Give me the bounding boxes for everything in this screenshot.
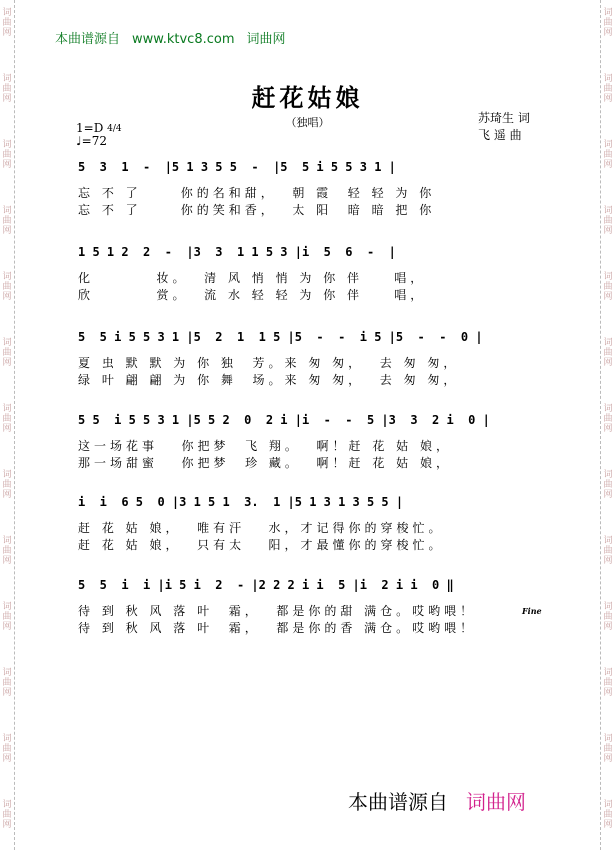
notation-line: 5 5 i i |i 5 i 2 - |2 2 2 i i 5 |i 2 i i 0 ‖ [78, 578, 454, 592]
notation-line: 5 5 i 5 5 3 1 |5 5 2 0 2 i |i - - 5 |3 3 2 i 0 | [78, 413, 490, 427]
tempo-marking: ♩=72 [76, 134, 107, 148]
composer-credit: 飞 遥 曲 [478, 128, 522, 142]
notation-line: i i 6 5 0 |3 1 5 1 3. 1 |5 1 3 1 3 5 5 | [78, 495, 404, 509]
footer-source-text: 本曲谱源自 [348, 790, 448, 814]
key-tempo-block [76, 122, 122, 148]
lyrics-verse-1: 夏 虫 默 默 为 你 独 芳。来 匆 匆， 去 匆 匆， [78, 356, 460, 370]
notation-line: 5 5 i 5 5 3 1 |5 2 1 1 5 |5 - - i 5 |5 - - 0 | [78, 330, 483, 344]
lyrics-verse-1: 化 妆。 清 风 悄 悄 为 你 伴 唱， [78, 271, 427, 285]
notation-line: 5 3 1 - |5 1 3 5 5 - |5 5 i 5 5 3 1 | [78, 160, 396, 174]
header-site-brand[interactable]: 词曲网 [246, 32, 286, 47]
watermark-text: 词 曲 网 [2, 470, 12, 500]
header-site-name: 本曲谱源自 [55, 32, 121, 47]
lyrics-verse-2: 那一场甜蜜 你把梦 珍 藏。 啊！赶 花 姑 娘， [78, 456, 452, 470]
score-row [78, 245, 538, 303]
header-url[interactable]: www.ktvc8.com [132, 32, 235, 47]
fine-marking: Fine [522, 606, 542, 616]
watermark-text: 词 曲 网 [603, 602, 613, 632]
watermark-text: 词 曲 网 [603, 734, 613, 764]
watermark-text: 词 曲 网 [603, 8, 613, 38]
watermark-text: 词 曲 网 [2, 140, 12, 170]
lyricist-credit: 苏琦生 词 [478, 111, 530, 125]
watermark-text: 词 曲 网 [2, 272, 12, 302]
score-row [78, 160, 538, 218]
lyrics-verse-2: 欣 赏。 流 水 轻 轻 为 你 伴 唱， [78, 288, 427, 302]
watermark-text: 词 曲 网 [603, 668, 613, 698]
watermark-text: 词 曲 网 [603, 338, 613, 368]
score-row [78, 495, 538, 553]
score-row [78, 330, 538, 388]
watermark-text: 词 曲 网 [603, 470, 613, 500]
watermark-text: 词 曲 网 [603, 536, 613, 566]
footer-brand-text[interactable]: 词曲网 [466, 790, 526, 814]
watermark-text: 词 曲 网 [2, 602, 12, 632]
score-row [78, 413, 538, 471]
watermark-text: 词 曲 网 [2, 74, 12, 104]
notation-line: 1 5 1 2 2 - |3 3 1 1 5 3 |i 5 6 - | [78, 245, 396, 259]
key-signature: 1=D [76, 121, 104, 135]
watermark-text: 词 曲 网 [603, 272, 613, 302]
watermark-text: 词 曲 网 [2, 206, 12, 236]
lyrics-verse-1: 赶 花 姑 娘， 唯有汗 水，才记得你的穿梭忙。 [78, 521, 445, 535]
lyrics-verse-2: 赶 花 姑 娘， 只有太 阳，才最懂你的穿梭忙。 [78, 538, 445, 552]
watermark-text: 词 曲 网 [2, 404, 12, 434]
lyrics-verse-1: 这一场花事 你把梦 飞 翔。 啊！赶 花 姑 娘， [78, 439, 452, 453]
lyrics-verse-1: 待 到 秋 风 落 叶 霜， 都是你的甜 满仓。哎哟喂！ [78, 604, 477, 618]
footer-source [348, 786, 526, 815]
watermark-text: 词 曲 网 [2, 536, 12, 566]
credits [478, 110, 530, 144]
watermark-text: 词 曲 网 [2, 668, 12, 698]
lyrics-verse-2: 忘 不 了 你的笑和香， 太 阳 暗 暗 把 你 [78, 203, 436, 217]
watermark-text: 词 曲 网 [603, 140, 613, 170]
watermark-text: 词 曲 网 [2, 8, 12, 38]
lyrics-verse-2: 绿 叶 翩 翩 为 你 舞 场。来 匆 匆， 去 匆 匆， [78, 373, 460, 387]
watermark-text: 词 曲 网 [603, 404, 613, 434]
score-row [78, 578, 542, 636]
watermark-text: 词 曲 网 [2, 338, 12, 368]
watermark-text: 词 曲 网 [2, 734, 12, 764]
lyrics-verse-2: 待 到 秋 风 落 叶 霜， 都是你的香 满仓。哎哟喂！ [78, 621, 477, 635]
watermark-text: 词 曲 网 [2, 800, 12, 830]
watermark-text: 词 曲 网 [603, 74, 613, 104]
lyrics-verse-1: 忘 不 了 你的名和甜， 朝 霞 轻 轻 为 你 [78, 186, 436, 200]
song-subtitle: （独唱） [285, 116, 330, 129]
song-title: 赶花姑娘 [251, 83, 364, 112]
watermark-text: 词 曲 网 [603, 800, 613, 830]
watermark-text: 词 曲 网 [603, 206, 613, 236]
time-signature: 4/4 [107, 123, 122, 134]
source-header [55, 28, 286, 47]
